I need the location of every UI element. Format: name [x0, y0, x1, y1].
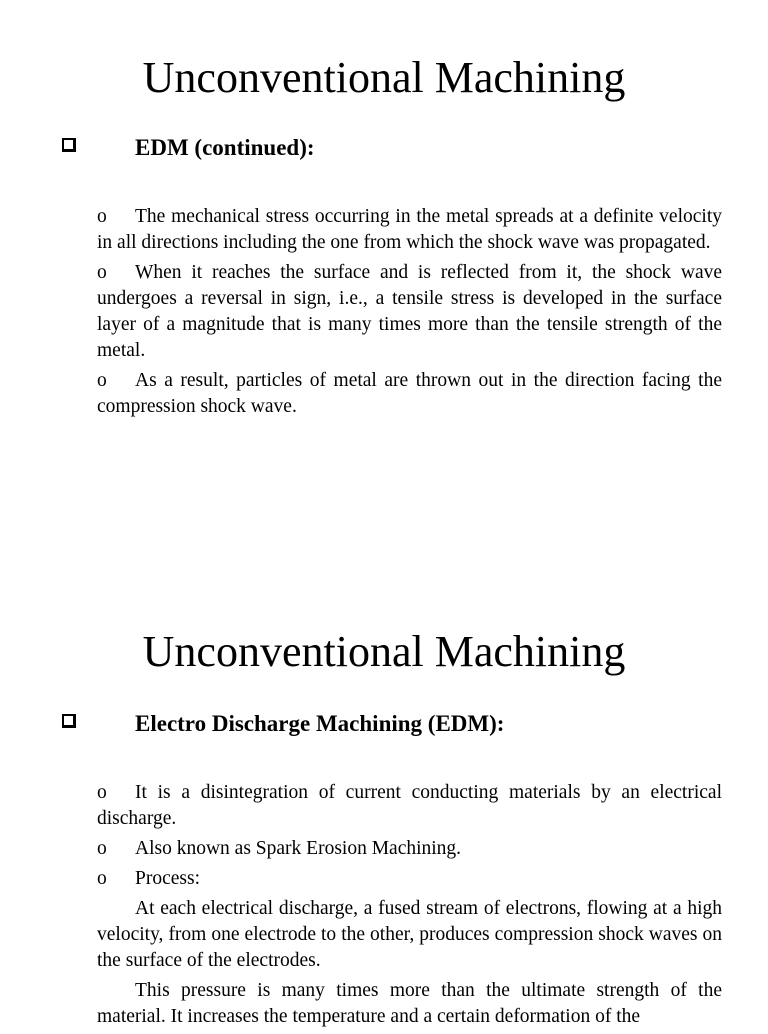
bullet-marker: o [97, 868, 107, 889]
slide-title: Unconventional Machining [142, 53, 626, 102]
checkbox-bullet-icon [62, 714, 76, 728]
bullet-text: As a result, particles of metal are thrown out in the direction facing the compression shock wave. [97, 370, 722, 417]
list-item [97, 204, 722, 256]
body-paragraph: At each electrical discharge, a fused stream of electrons, flowing at a high velocity, from one electrode to the other, produces compression shock waves on the surface of the electrodes. [97, 898, 722, 971]
bullet-text: When it reaches the surface and is reflected from it, the shock wave undergoes a reversal in sign, i.e., a tensile stress is developed in the surface layer of a magnitude that is many times more than the tensile strength of the metal. [97, 262, 722, 361]
bullet-text: It is a disintegration of current conducting materials by an electrical discharge. [97, 782, 722, 829]
bullet-text: Also known as Spark Erosion Machining. [135, 838, 462, 859]
bullet-list [97, 204, 722, 424]
bullet-marker: o [97, 370, 107, 391]
slide-title: Unconventional Machining [142, 627, 626, 676]
list-item [97, 260, 722, 364]
section-heading: EDM (continued): [135, 135, 315, 160]
list-item [97, 866, 722, 892]
bullet-text: The mechanical stress occurring in the metal spreads at a definite velocity in all directions including the one from which the shock wave was propagated. [97, 206, 722, 253]
bullet-text: Process: [135, 868, 200, 889]
checkbox-bullet-icon [62, 138, 76, 152]
list-item [97, 780, 722, 832]
section-heading: Electro Discharge Machining (EDM): [135, 711, 505, 736]
bullet-list [97, 780, 722, 1034]
bullet-marker: o [97, 262, 107, 283]
list-item [97, 836, 722, 862]
slide-2 [0, 576, 768, 1027]
list-item [97, 368, 722, 420]
body-paragraph: This pressure is many times more than the ultimate strength of the material. It increases the temperature and a certain deformation of the [97, 980, 722, 1027]
bullet-marker: o [97, 206, 107, 227]
bullet-marker: o [97, 838, 107, 859]
bullet-marker: o [97, 782, 107, 803]
